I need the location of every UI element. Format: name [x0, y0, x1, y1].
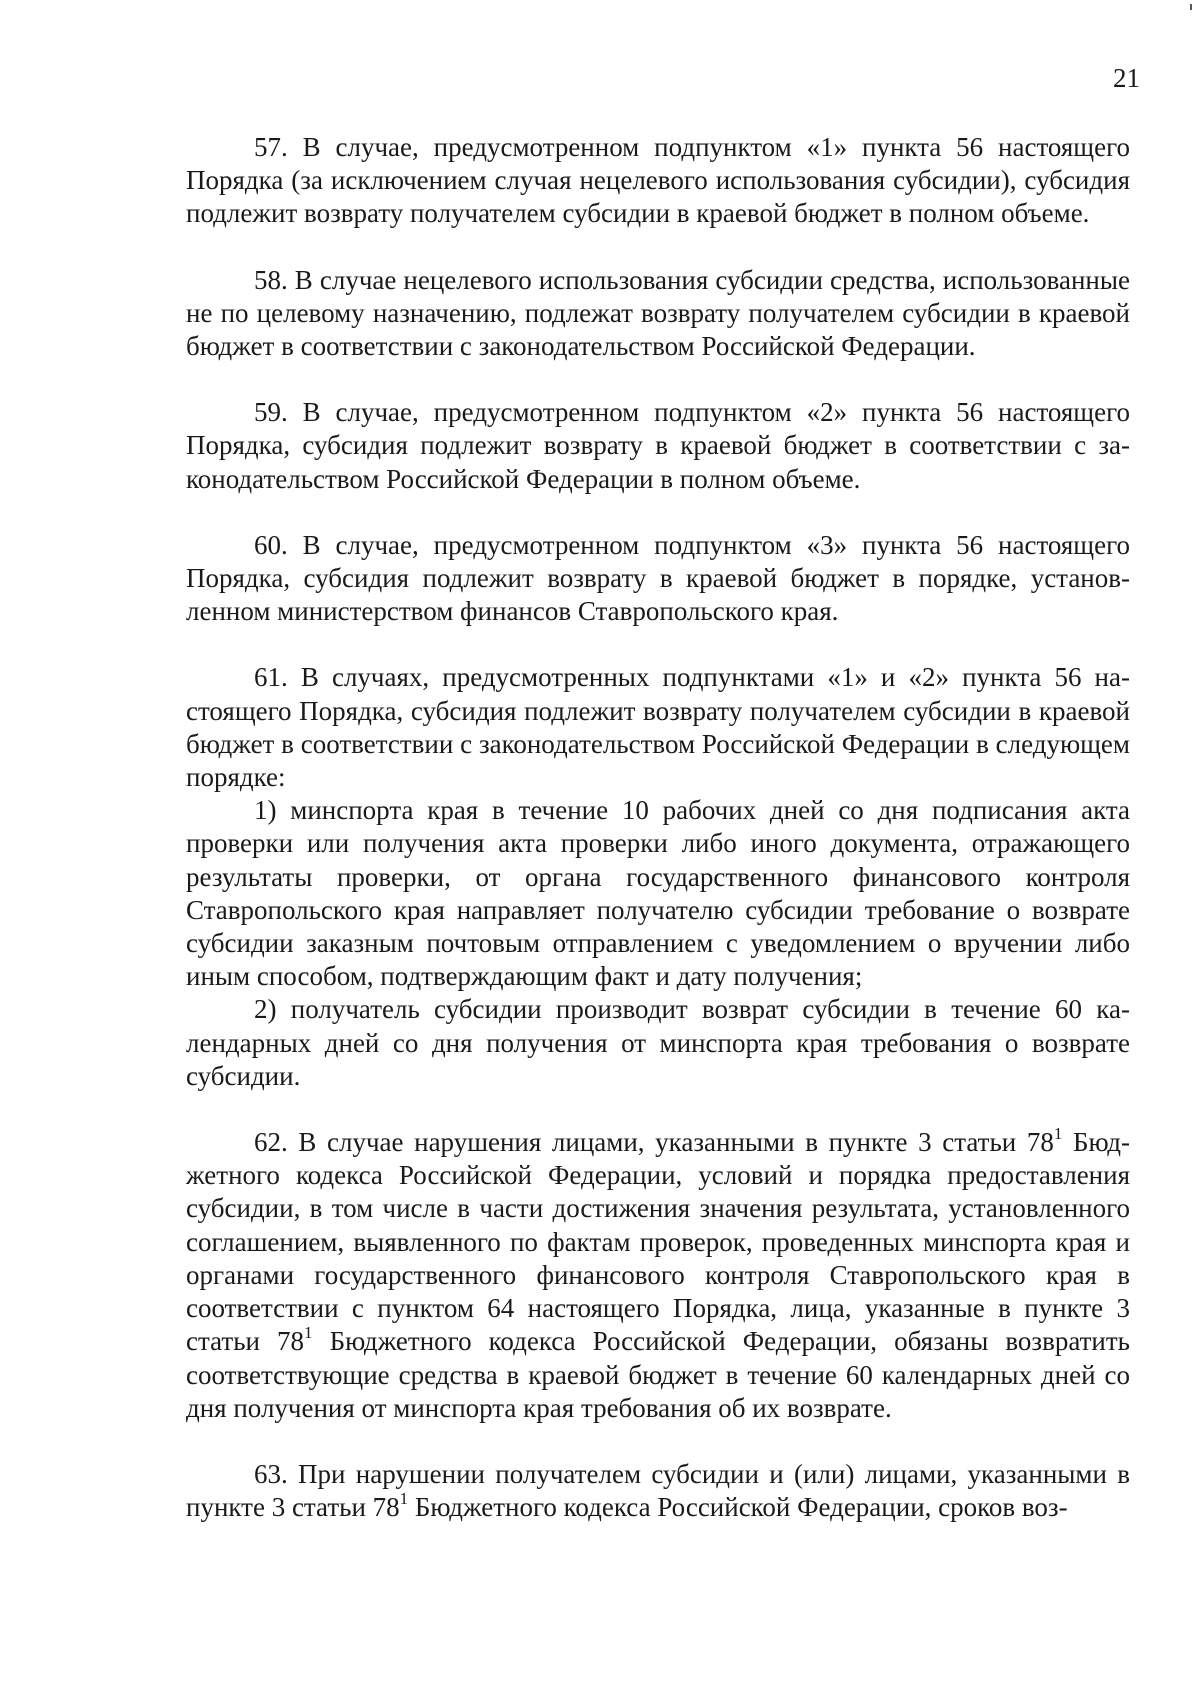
superscript-1: 1 [304, 1323, 313, 1343]
paragraph-61-item-2: 2) получатель субсидии производит возврат субсидии в течение 60 календарных дней со дня получения от минспорта края требования о возврате субсидии. [186, 994, 1130, 1091]
paragraph-63-text-2: Бюджетного кодекса Российской Федерации, сроков воз- [408, 1492, 1068, 1523]
paragraph-60: 60. В случае, предусмотренном подпунктом «3» пункта 56 настоящего Порядка, субсидия подлежит возврату в краевой бюджет в порядке, установленном министерством финансов Ставропольского края. [186, 529, 1130, 627]
paragraph-58: 58. В случае нецелевого использования субсидии средства, использованные не по целевому назначению, подлежат возврату получателем субсидии в краевой бюджет в соответствии с законодательством Российской Федерации. [186, 264, 1130, 362]
paragraph-62-text-3: Бюджетного кодекса Российской Федерации, обязаны возвратить соответствующие средства в краевой бюджет в течение 60 календарных дней со дня получения от минспорта края требования об их возврате. [186, 1326, 1130, 1423]
superscript-1: 1 [399, 1489, 409, 1509]
paragraph-63 [186, 1458, 1130, 1524]
page-number: 21 [1113, 63, 1140, 93]
scan-edge-mark [1190, 4, 1192, 10]
paragraph-63-text-1: 63. При нарушении получателем субсидии и (или) лицами, указанными в пункте 3 статьи 78 [186, 1458, 1130, 1523]
paragraph-61-item-1: 1) минспорта края в течение 10 рабочих дней со дня подписания акта проверки или получения акта проверки либо иного документа, отражающего результаты проверки, от органа государственного финансового контроля Ставропольского края направляет получателю субсидии требование о возврате субсидии заказным почтовым отправлением с уведомлением о вручении либо иным способом, подтверждающим факт и дату получения; [186, 795, 1130, 992]
paragraph-57: 57. В случае, предусмотренном подпунктом «1» пункта 56 настоящего Порядка (за исключением случая нецелевого использования субсидии), субсидия подлежит возврату получателем субсидии в краевой бюджет в полном объеме. [186, 132, 1130, 229]
paragraph-61: 61. В случаях, предусмотренных подпунктами «1» и «2» пункта 56 настоящего Порядка, субсидия подлежит возврату получателем субсидии в краевой бюджет в соответствии с законодательством Российской Федерации в следующем порядке: [186, 662, 1130, 793]
paragraph-62-text-2: Бюджетного кодекса Российской Федерации, условий и порядка предоставления субсидии, в том числе в части достижения значения результата, установленного соглашением, выявленного по фактам проверок, проведенных минспорта края и органами государственного финансового контроля Ставропольского края в соответствии с пунктом 64 настоящего Порядка, лица, указанные в пункте 3 статьи 78 [186, 1127, 1130, 1357]
paragraph-62-text-1: 62. В случае нарушения лицами, указанными в пункте 3 статьи 78 [254, 1127, 1054, 1158]
paragraph-62 [186, 1126, 1130, 1425]
document-body [186, 131, 1130, 1524]
paragraph-59: 59. В случае, предусмотренном подпунктом «2» пункта 56 настоящего Порядка, субсидия подлежит возврату в краевой бюджет в соответствии с законодательством Российской Федерации в полном объеме. [186, 397, 1130, 494]
superscript-1: 1 [1053, 1124, 1063, 1144]
